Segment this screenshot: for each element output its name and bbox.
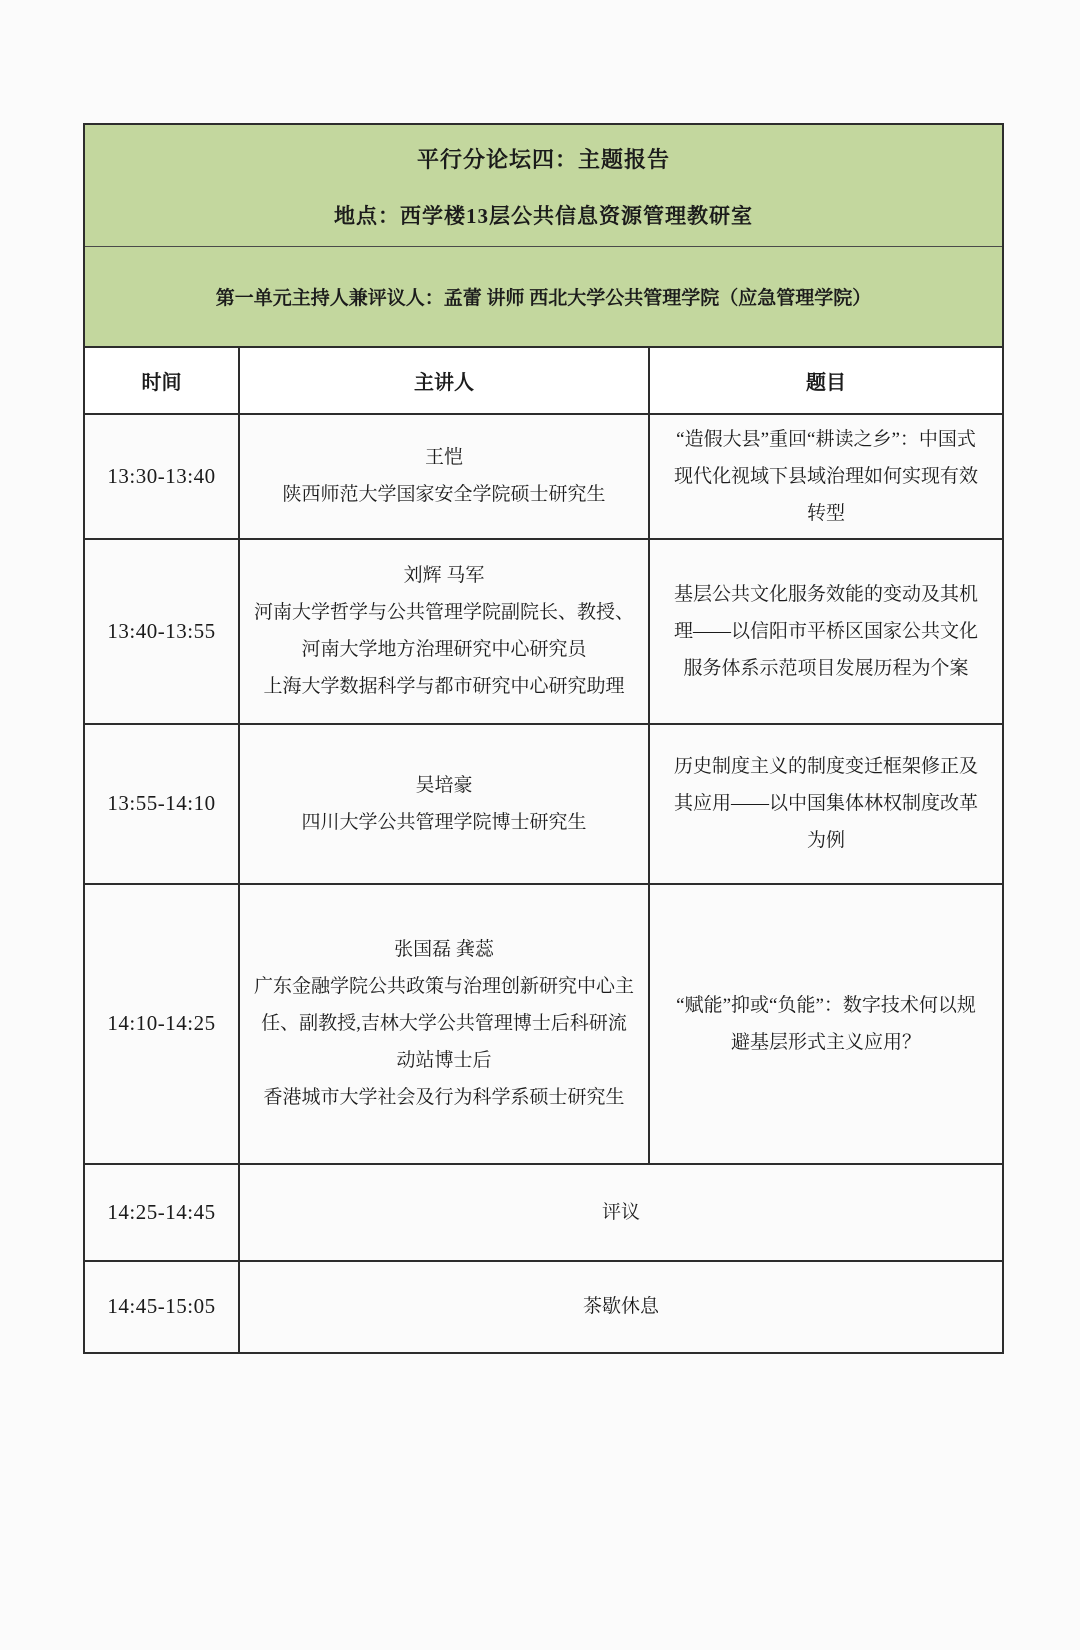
time-cell: 14:10-14:25 xyxy=(84,884,239,1164)
speaker-cell xyxy=(239,884,649,1164)
speaker-affiliation: 陕西师范大学国家安全学院硕士研究生 xyxy=(282,484,606,506)
talk-title-cell: 基层公共文化服务效能的变动及其机理——以信阳市平桥区国家公共文化服务体系示范项目发展历程为个案 xyxy=(649,539,1003,724)
forum-title: 平行分论坛四：主题报告 xyxy=(417,147,671,172)
location-line: 地点：西学楼13层公共信息资源管理教研室 xyxy=(334,204,754,228)
table-row xyxy=(84,539,1003,724)
table-row xyxy=(84,884,1003,1164)
session-schedule-table xyxy=(83,123,1004,1354)
speaker-affiliation: 上海大学数据科学与都市研究中心研究助理 xyxy=(263,676,625,698)
activity-cell: 评议 xyxy=(239,1164,1003,1261)
activity-cell: 茶歇休息 xyxy=(239,1261,1003,1353)
host-line: 第一单元主持人兼评议人：孟蕾 讲师 西北大学公共管理学院（应急管理学院） xyxy=(84,247,1003,347)
time-cell: 13:55-14:10 xyxy=(84,724,239,884)
speaker-name: 刘辉 马军 xyxy=(403,565,485,587)
column-header-title: 题目 xyxy=(649,347,1003,414)
talk-title-cell: “赋能”抑或“负能”：数字技术何以规避基层形式主义应用？ xyxy=(649,884,1003,1164)
table-row xyxy=(84,1164,1003,1261)
banner-title-cell xyxy=(84,124,1003,247)
banner-host-row xyxy=(84,247,1003,347)
speaker-affiliation: 广东金融学院公共政策与治理创新研究中心主任、副教授,吉林大学公共管理博士后科研流动站博士后 xyxy=(254,976,635,1072)
time-cell: 14:25-14:45 xyxy=(84,1164,239,1261)
speaker-affiliation: 香港城市大学社会及行为科学系硕士研究生 xyxy=(263,1087,625,1109)
table-row xyxy=(84,724,1003,884)
talk-title-cell: 历史制度主义的制度变迁框架修正及其应用——以中国集体林权制度改革为例 xyxy=(649,724,1003,884)
speaker-cell xyxy=(239,724,649,884)
speaker-name: 王恺 xyxy=(424,447,463,469)
time-cell: 14:45-15:05 xyxy=(84,1261,239,1353)
speaker-affiliation: 河南大学哲学与公共管理学院副院长、教授、河南大学地方治理研究中心研究员 xyxy=(254,602,635,661)
time-cell: 13:40-13:55 xyxy=(84,539,239,724)
speaker-cell xyxy=(239,539,649,724)
column-header-row xyxy=(84,347,1003,414)
speaker-affiliation: 四川大学公共管理学院博士研究生 xyxy=(301,811,587,833)
talk-title-cell: “造假大县”重回“耕读之乡”：中国式现代化视域下县域治理如何实现有效转型 xyxy=(649,414,1003,539)
table-row xyxy=(84,1261,1003,1353)
table-row xyxy=(84,414,1003,539)
speaker-name: 张国磊 龚蕊 xyxy=(394,939,494,961)
speaker-name: 吴培豪 xyxy=(415,774,473,796)
speaker-cell xyxy=(239,414,649,539)
column-header-speaker: 主讲人 xyxy=(239,347,649,414)
column-header-time: 时间 xyxy=(84,347,239,414)
banner-title-row xyxy=(84,124,1003,247)
time-cell: 13:30-13:40 xyxy=(84,414,239,539)
